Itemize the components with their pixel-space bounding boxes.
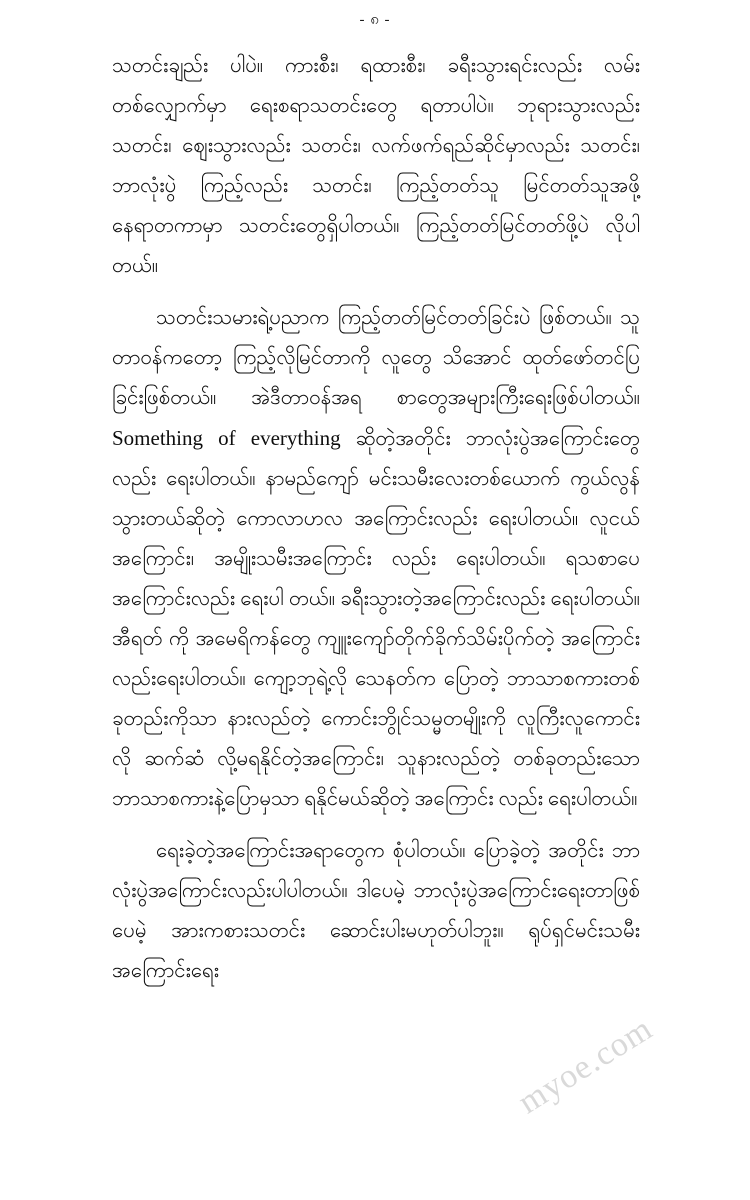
paragraph-1: သတင်းချည်း ပါပဲ။ ကားစီး၊ ရထားစီး၊ ခရီးသွားရင်းလည်း လမ်းတစ်လျှောက်မှာ ရေးစရာသတင်းတွေ ရတာပါပဲ။ ဘုရားသွားလည်း သတင်း၊ ဈေးသွားလည်း သတင်း၊ လက်ဖက်ရည်ဆိုင်မှာလည်း သတင်း၊ ဘာလုံးပွဲ ကြည့်လည်း သတင်း၊ ကြည့်တတ်သူ မြင်တတ်သူအဖို့ နေရာတကာမှာ သတင်းတွေရှိပါတယ်။ ကြည့်တတ်မြင်တတ်ဖို့ပဲ လိုပါတယ်။ — [112, 55, 640, 277]
paragraph-2 — [112, 298, 640, 819]
paragraph-3: ရေးခဲ့တဲ့အကြောင်းအရာတွေက စုံပါတယ်။ ပြောခဲ့တဲ့ အတိုင်း ဘာလုံးပွဲအကြောင်းလည်းပါပါတယ်။ ဒါပေမဲ့ ဘာလုံးပွဲအကြောင်းရေးတာဖြစ်ပေမဲ့ အားကစားသတင်း ဆောင်းပါးမဟုတ်ပါဘူး။ ရုပ်ရှင်မင်းသမီး အကြောင်းရေး — [112, 840, 640, 982]
page-body-text — [112, 46, 640, 1003]
paragraph-2-latin-phrase: Something of everything — [112, 426, 341, 450]
paragraph-2-text-after: ဆိုတဲ့အတိုင်း ဘာလုံးပွဲအကြောင်းတွေလည်း ရေးပါတယ်။ နာမည်ကျော် မင်းသမီးလေးတစ်ယောက် ကွယ်လွန်သွားတယ်ဆိုတဲ့ ကောလာဟလ အကြောင်းလည်း ရေးပါတယ်။ လူငယ်အကြောင်း၊ အမျိုးသမီးအကြောင်း လည်း ရေးပါတယ်။ ရသစာပေအကြောင်းလည်း ရေးပါ တယ်။ ခရီးသွားတဲ့အကြောင်းလည်း ရေးပါတယ်။ အီရတ် ကို အမေရိကန်တွေ ကျူးကျော်တိုက်ခိုက်သိမ်းပိုက်တဲ့ အကြောင်းလည်းရေးပါတယ်။ ကျော့ဘုရဲ့လို သေနတ်က ပြောတဲ့ ဘာသာစကားတစ်ခုတည်းကိုသာ နားလည်တဲ့ ကောင်းဘွိုင်သမ္မတမျိုးကို လူကြီးလူကောင်းလို ဆက်ဆံ လို့မရနိုင်တဲ့အကြောင်း၊ သူနားလည်တဲ့ တစ်ခုတည်းသော ဘာသာစကားနဲ့ပြောမှသာ ရနိုင်မယ်ဆိုတဲ့ အကြောင်း လည်း ရေးပါတယ်။ — [112, 428, 640, 810]
paragraph-2-text-before: သတင်းသမားရဲ့ပညာက ကြည့်တတ်မြင်တတ်ခြင်းပဲ ဖြစ်တယ်။ သူတာဝန်ကတော့ ကြည့်လိုမြင်တာကို လူတွေ သိအောင် ထုတ်ဖော်တင်ပြခြင်းဖြစ်တယ်။ အဲဒီတာဝန်အရ စာတွေအများကြီးရေးဖြစ်ပါတယ်။ — [112, 307, 640, 409]
page-number: - ၈ - — [359, 12, 391, 28]
watermark-text: myoe.com — [511, 1009, 660, 1122]
watermark — [511, 1009, 750, 1190]
